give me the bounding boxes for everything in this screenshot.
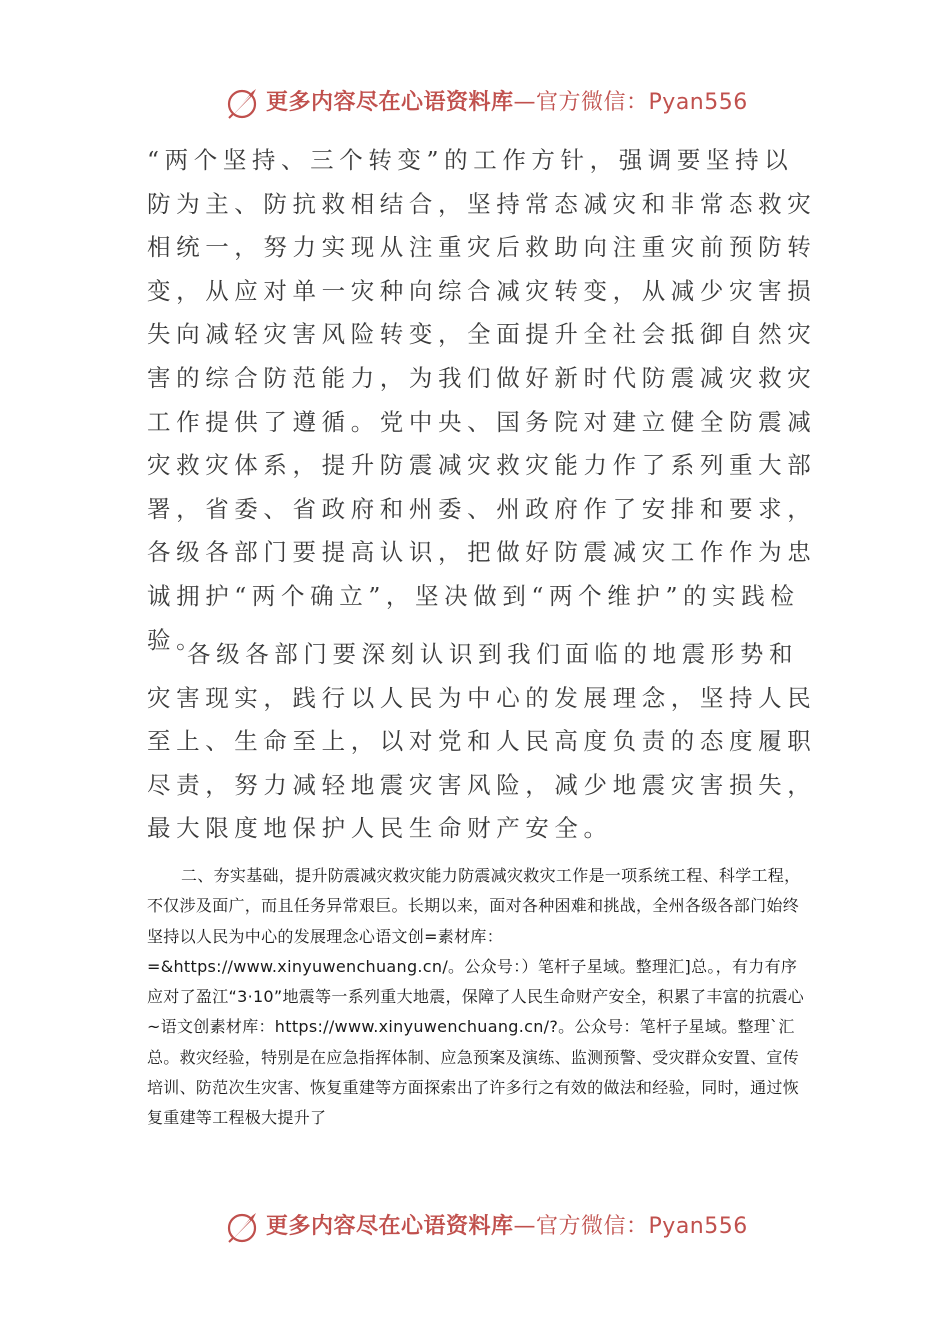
footer-banner-lead: 更多内容尽在心语资料库 [266, 1214, 514, 1239]
footer-banner-handle: Pyan556 [648, 1214, 748, 1239]
quill-pen-icon [226, 85, 262, 121]
paragraph-3: 二、夯实基础，提升防震减灾救灾能力防震减灾救灾工作是一项系统工程、科学工程，不仅涉及面广，而且任务异常艰巨。长期以来，面对各种困难和挑战，全州各级各部门始终坚持以人民为中心的发展理念心语文创=素材库：=&https://www.xinyuwenchuang.cn/。公众号：）笔杆子星域。整理汇]总。，有力有序应对了盈江“3·10”地震等一系列重大地震，保障了人民生命财产安全，积累了丰富的抗震心~语文创素材库：https://www.xinyuwenchuang.cn/?。公众号：笔杆子星域。整理`汇总。救灾经验，特别是在应急指挥体制、应急预案及演练、监测预警、受灾群众安置、宣传培训、防范次生灾害、恢复重建等方面探索出了许多行之有效的做法和经验，同时，通过恢复重建等工程极大提升了 [147, 866, 805, 1128]
paragraph-2: 各级各部门要深刻认识到我们面临的地震形势和灾害现实，践行以人民为中心的发展理念，坚持人民至上、生命至上，以对党和人民高度负责的态度履职尽责，努力减轻地震灾害风险，减少地震灾害损失，最大限度地保护人民生命财产安全。 [147, 640, 817, 843]
header-banner-tail: —官方微信： [513, 90, 649, 115]
header-banner-text [266, 89, 748, 117]
header-banner [0, 83, 950, 123]
footer-banner [0, 1207, 950, 1247]
footer-banner-tail: —官方微信： [513, 1214, 649, 1239]
quill-pen-icon [226, 1209, 262, 1245]
header-banner-handle: Pyan556 [648, 90, 748, 115]
header-banner-lead: 更多内容尽在心语资料库 [266, 90, 514, 115]
paragraph-1: “两个坚持、三个转变”的工作方针，强调要坚持以防为主、防抗救相结合，坚持常态减灾和非常态救灾相统一，努力实现从注重灾后救助向注重灾前预防转变，从应对单一灾种向综合减灾转变，从减少灾害损失向减轻灾害风险转变，全面提升全社会抵御自然灾害的综合防范能力，为我们做好新时代防震减灾救灾工作提供了遵循。党中央、国务院对建立健全防震减灾救灾体系，提升防震减灾救灾能力作了系列重大部署，省委、省政府和州委、州政府作了安排和要求，各级各部门要提高认识，把做好防震减灾工作作为忠诚拥护“两个确立”，坚决做到“两个维护”的实践检验。 [147, 146, 817, 654]
footer-banner-text [266, 1213, 748, 1241]
